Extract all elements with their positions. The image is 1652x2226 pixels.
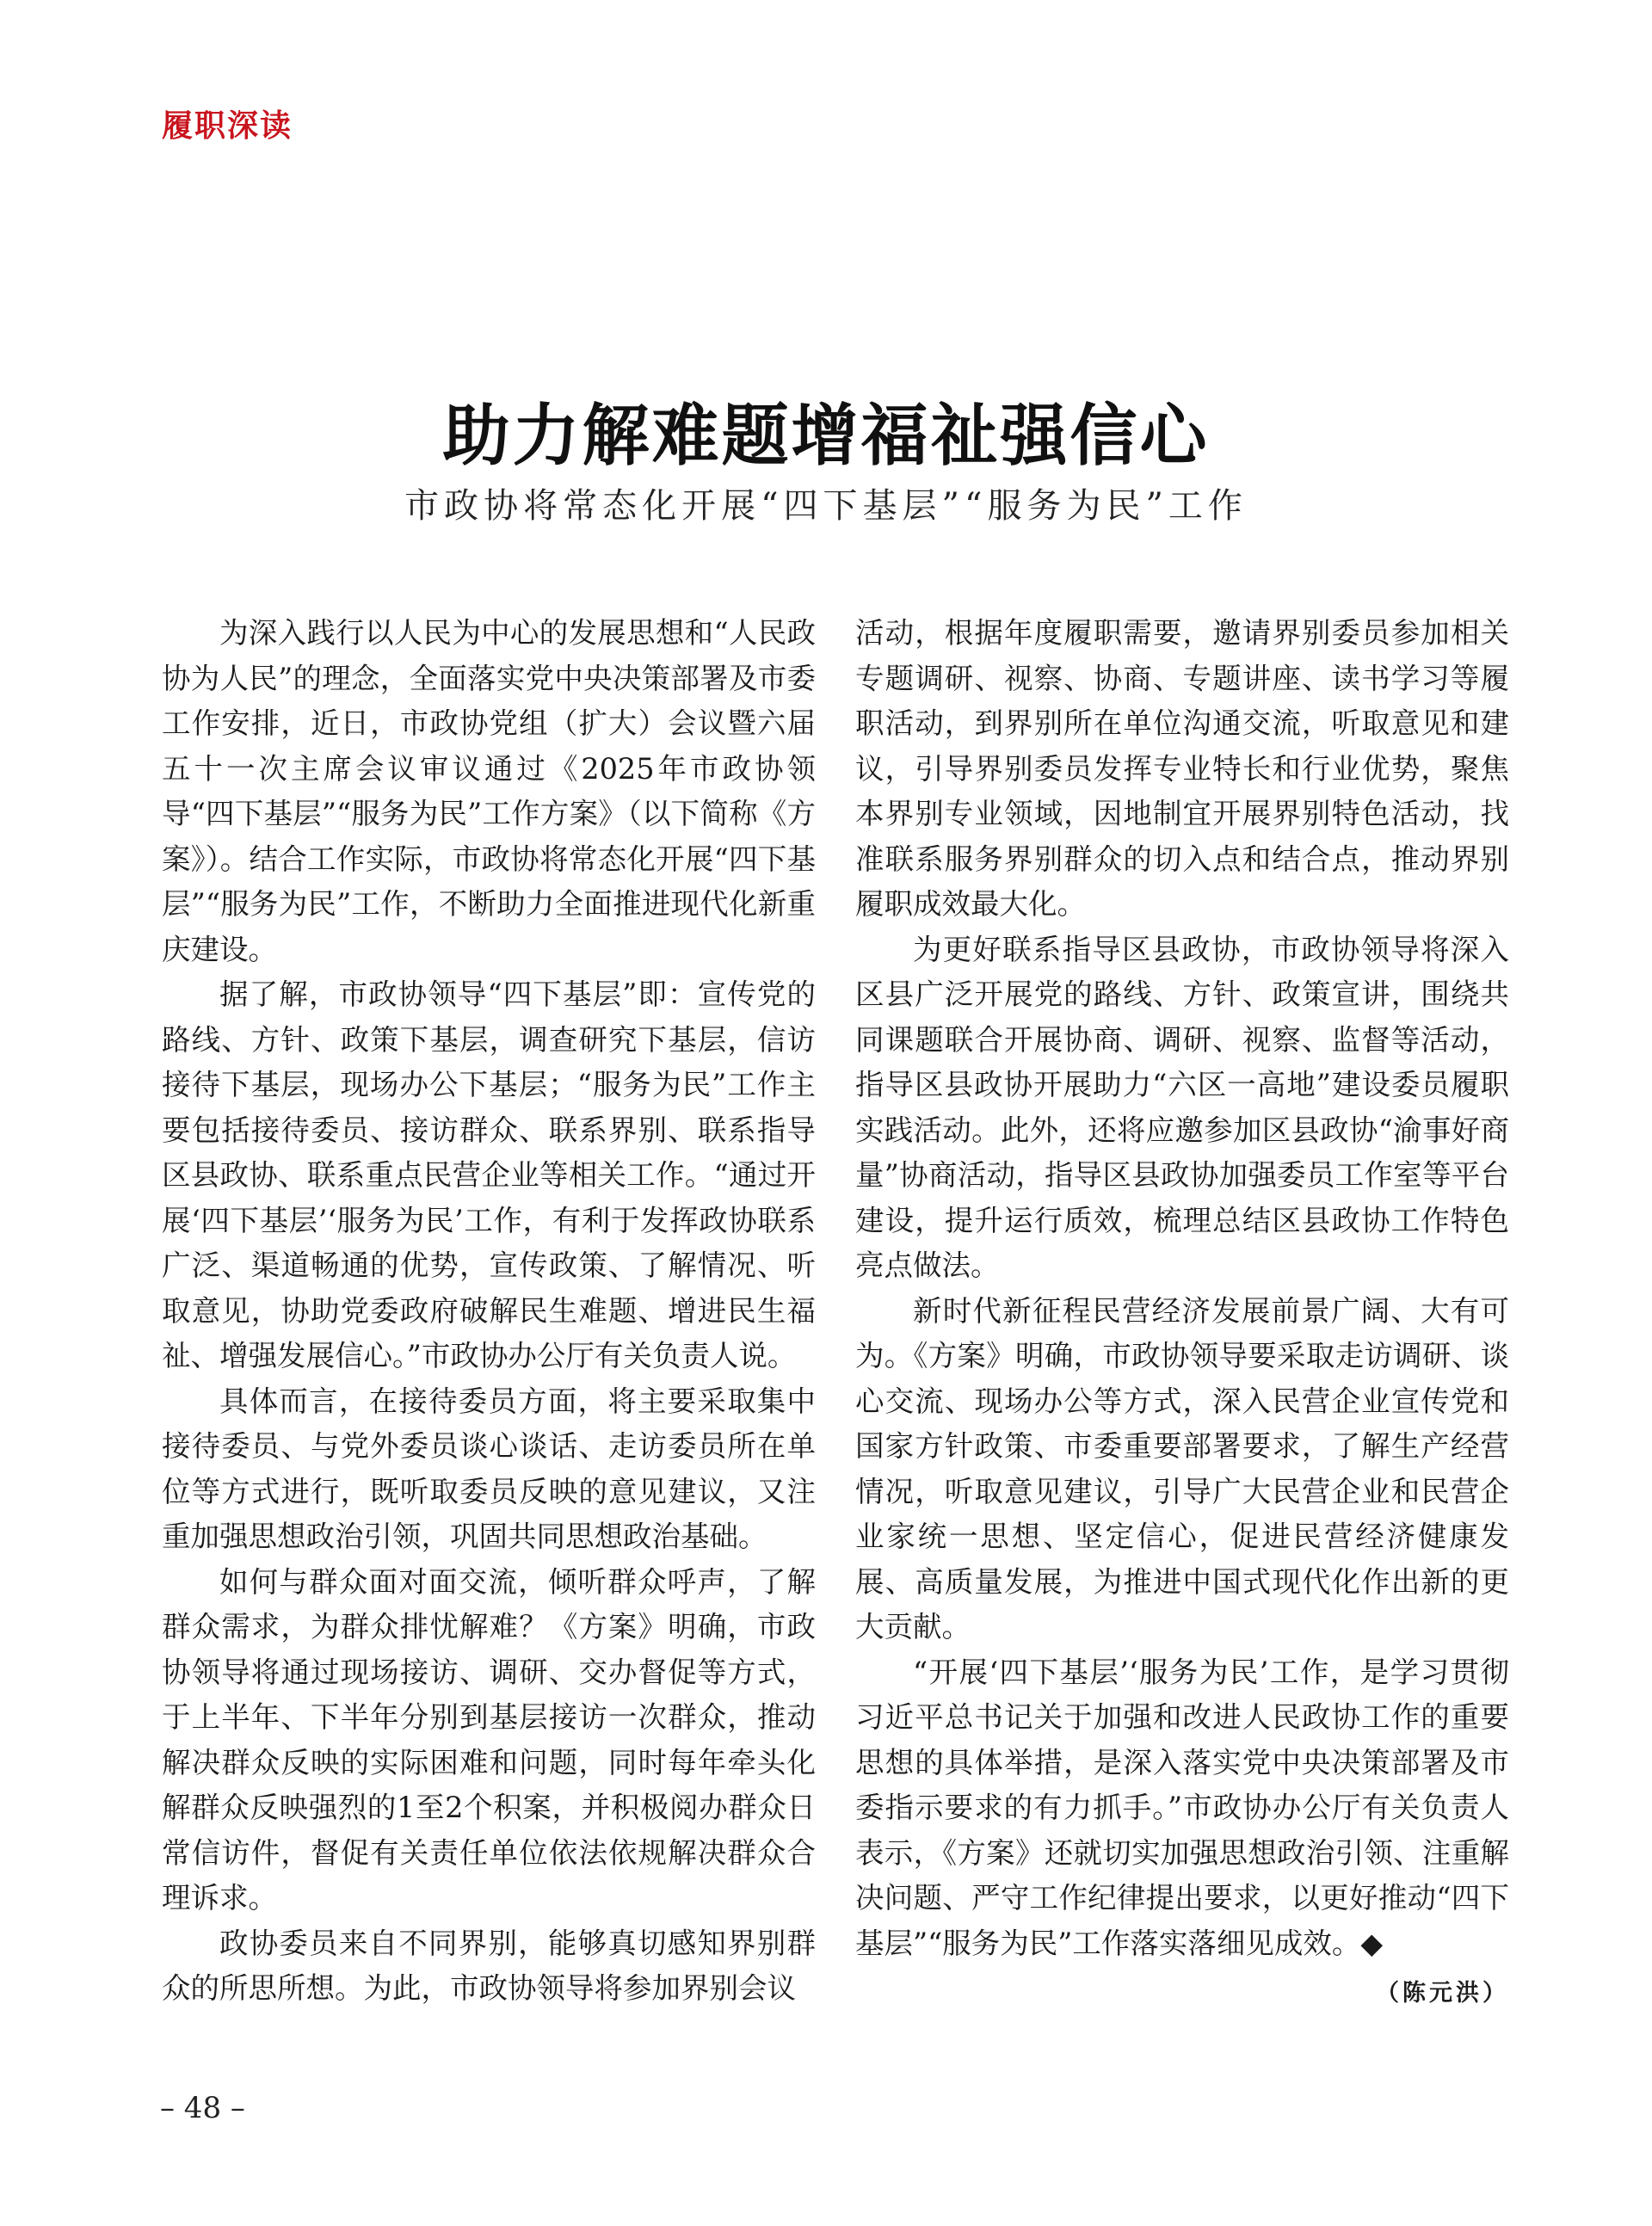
paragraph: 具体而言，在接待委员方面，将主要采取集中接待委员、与党外委员谈心谈话、走访委员所在单位等方式进行，既听取委员反映的意见建议，又注重加强思想政治引领，巩固共同思想政治基础。 xyxy=(162,1384,816,1553)
paragraph: 据了解，市政协领导“四下基层”即：宣传党的路线、方针、政策下基层，调查研究下基层，信访接待下基层，现场办公下基层；“服务为民”工作主要包括接待委员、接访群众、联系界别、联系指导区县政协、联系重点民营企业等相关工作。“通过开展‘四下基层’‘服务为民’工作，有利于发挥政协联系广泛、渠道畅通的优势，宣传政策、了解情况、听取意见，协助党委政府破解民生难题、增进民生福祉、增强发展信心。”市政协办公厅有关负责人说。 xyxy=(162,977,816,1372)
paragraph: 为深入践行以人民为中心的发展思想和“人民政协为人民”的理念，全面落实党中央决策部署及市委工作安排，近日，市政协党组（扩大）会议暨六届五十一次主席会议审议通过《2025年市政协领导“四下基层”“服务为民”工作方案》（以下简称《方案》）。结合工作实际，市政协将常态化开展“四下基层”“服务为民”工作，不断助力全面推进现代化新重庆建设。 xyxy=(162,616,816,966)
article-subtitle: 市政协将常态化开展“四下基层”“服务为民”工作 xyxy=(404,486,1248,526)
paragraph: 为更好联系指导区县政协，市政协领导将深入区县广泛开展党的路线、方针、政策宣讲，围绕共同课题联合开展协商、调研、视察、监督等活动，指导区县政协开展助力“六区一高地”建设委员履职实践活动。此外，还将应邀参加区县政协“渝事好商量”协商活动，指导区县政协加强委员工作室等平台建设，提升运行质效，梳理总结区县政协工作特色亮点做法。 xyxy=(855,932,1509,1282)
paragraph-continued: 活动，根据年度履职需要，邀请界别委员参加相关专题调研、视察、协商、专题讲座、读书学习等履职活动，到界别所在单位沟通交流，听取意见和建议，引导界别委员发挥专业特长和行业优势，聚焦本界别专业领域，因地制宜开展界别特色活动，找准联系服务界别群众的切入点和结合点，推动界别履职成效最大化。 xyxy=(855,616,1509,921)
paragraph: “开展‘四下基层’‘服务为民’工作，是学习贯彻习近平总书记关于加强和改进人民政协工作的重要思想的具体举措，是深入落实党中央决策部署及市委指示要求的有力抓手。”市政协办公厅有关负责人表示，《方案》还就切实加强思想政治引领、注重解决问题、严守工作纪律提出要求，以更好推动“四下基层”“服务为民”工作落实落细见成效。◆ xyxy=(855,1655,1509,1960)
article-column-left xyxy=(162,611,816,2012)
paragraph: 政协委员来自不同界别，能够真切感知界别群众的所思所想。为此，市政协领导将参加界别会议 xyxy=(162,1926,816,2005)
paragraph: 如何与群众面对面交流，倾听群众呼声，了解群众需求，为群众排忧解难？《方案》明确，市政协领导将通过现场接访、调研、交办督促等方式，于上半年、下半年分别到基层接访一次群众，推动解决群众反映的实际困难和问题，同时每年牵头化解群众反映强烈的1至2个积案，并积极阅办群众日常信访件，督促有关责任单位依法依规解决群众合理诉求。 xyxy=(162,1564,816,1915)
paragraph: 新时代新征程民营经济发展前景广阔、大有可为。《方案》明确，市政协领导要采取走访调研、谈心交流、现场办公等方式，深入民营企业宣传党和国家方针政策、市委重要部署要求，了解生产经营情况，听取意见建议，引导广大民营企业和民营企业家统一思想、坚定信心，促进民营经济健康发展、高质量发展，为推进中国式现代化作出新的更大贡献。 xyxy=(855,1293,1509,1643)
page-number: – 48 – xyxy=(160,2091,245,2125)
author-byline: （陈元洪） xyxy=(1376,1980,1509,2007)
section-label: 履职深读 xyxy=(162,108,293,144)
article-title: 助力解难题增福祉强信心 xyxy=(442,398,1210,475)
article-column-right xyxy=(855,611,1509,2017)
